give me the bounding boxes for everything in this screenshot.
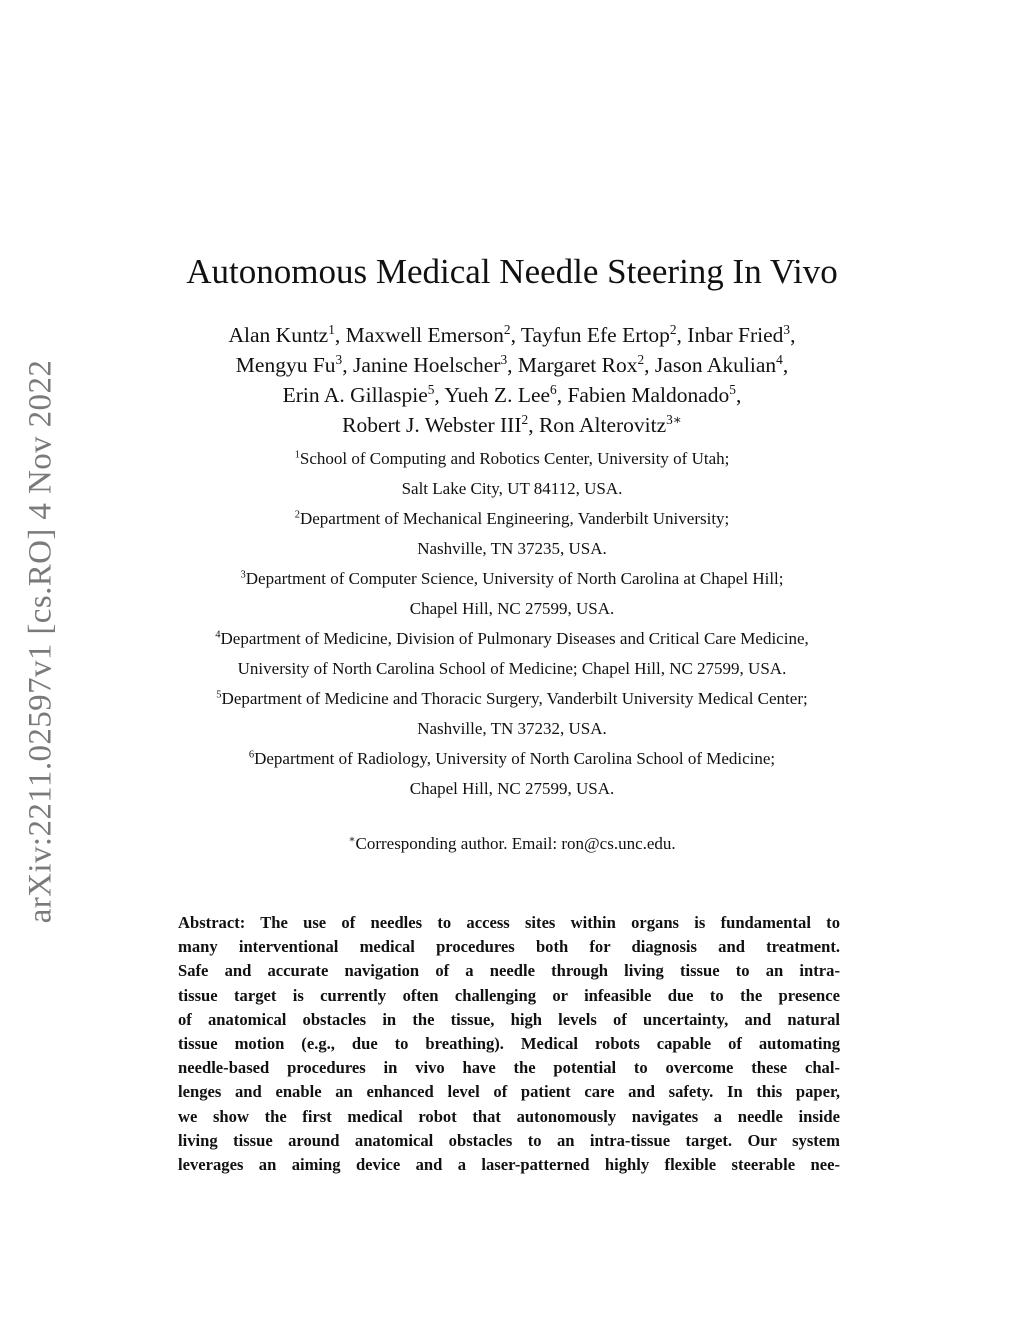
affiliation-number: 2 xyxy=(294,509,300,521)
affiliation-number: 3 xyxy=(240,569,246,581)
author-name: , Fabien Maldonado xyxy=(556,383,730,407)
affiliation-text: Nashville, TN 37232, USA. xyxy=(417,719,607,738)
abstract-line: of anatomical obstacles in the tissue, high levels of uncertainty, and natural xyxy=(178,1009,840,1029)
affiliation-text: Department of Mechanical Engineering, Vanderbilt University; xyxy=(299,509,730,528)
author-list xyxy=(0,320,1024,440)
affiliation-line xyxy=(0,504,1024,534)
author-name: , Maxwell Emerson xyxy=(334,323,504,347)
author-affil-mark: 3∗ xyxy=(666,411,682,427)
affiliation-line xyxy=(0,684,1024,714)
author-name: , Inbar Fried xyxy=(676,323,784,347)
author-affil-mark: 2 xyxy=(669,321,677,337)
author-affil-mark: 5 xyxy=(729,381,736,397)
abstract-line: lenges and enable an enhanced level of patient care and safety. In this paper, xyxy=(178,1082,840,1102)
affiliation-text: Nashville, TN 37235, USA. xyxy=(417,539,607,558)
author-name: Alan Kuntz xyxy=(228,323,329,347)
affiliation-line xyxy=(0,594,1024,624)
affiliation-text: Department of Medicine and Thoracic Surgery, Vanderbilt University Medical Center; xyxy=(221,689,808,708)
affiliation-number: 4 xyxy=(215,629,221,641)
affiliation-text: School of Computing and Robotics Center, University of Utah; xyxy=(299,449,730,468)
affiliation-line xyxy=(0,474,1024,504)
author-affil-mark: 1 xyxy=(328,321,335,337)
abstract-line: tissue motion (e.g., due to breathing). Medical robots capable of automating xyxy=(178,1033,840,1053)
affiliation-line xyxy=(0,564,1024,594)
author-line xyxy=(0,350,1024,380)
arxiv-identifier-text: arXiv:2211.02597v1 [cs.RO] 4 Nov 2022 xyxy=(22,359,59,923)
author-separator: , xyxy=(782,353,789,377)
author-affil-mark: 2 xyxy=(521,411,529,427)
author-name: , Tayfun Efe Ertop xyxy=(510,323,670,347)
abstract-line: tissue target is currently often challenging or infeasible due to the presence xyxy=(178,985,840,1005)
affiliation-text: University of North Carolina School of Medicine; Chapel Hill, NC 27599, USA. xyxy=(237,659,787,678)
author-name: , Margaret Rox xyxy=(507,353,638,377)
author-line xyxy=(0,320,1024,350)
author-affil-mark: 2 xyxy=(637,351,645,367)
affiliation-text: Salt Lake City, UT 84112, USA. xyxy=(401,479,623,498)
abstract-line: needle-based procedures in vivo have the potential to overcome these chal- xyxy=(178,1058,840,1078)
abstract-line: Abstract: The use of needles to access sites within organs is fundamental to xyxy=(178,913,840,932)
affiliation-line xyxy=(0,444,1024,474)
paper-title: Autonomous Medical Needle Steering In Vivo xyxy=(186,252,838,291)
affiliation-line xyxy=(0,534,1024,564)
affiliation-list xyxy=(0,444,1024,804)
author-affil-mark: 3 xyxy=(500,351,508,367)
abstract-line: many interventional medical procedures both for diagnosis and treatment. xyxy=(178,937,840,957)
author-affil-mark: 4 xyxy=(776,351,783,367)
author-separator: , xyxy=(790,323,796,347)
corresponding-author-note xyxy=(0,834,1024,854)
author-affil-mark: 5 xyxy=(427,381,435,397)
affiliation-text: Chapel Hill, NC 27599, USA. xyxy=(409,779,615,798)
abstract-line: leverages an aiming device and a laser-patterned highly flexible steerable nee- xyxy=(178,1154,840,1174)
abstract-line: Safe and accurate navigation of a needle through living tissue to an intra- xyxy=(178,961,840,981)
author-name: Mengyu Fu xyxy=(235,353,336,377)
author-separator: , xyxy=(735,383,742,407)
author-line xyxy=(0,410,1024,440)
affiliation-number: 1 xyxy=(294,449,300,461)
affiliation-number: 6 xyxy=(248,749,255,761)
affiliation-text: Department of Radiology, University of North Carolina School of Medicine; xyxy=(254,749,776,768)
affiliation-line xyxy=(0,744,1024,774)
author-name: , Yueh Z. Lee xyxy=(434,383,551,407)
affiliation-line xyxy=(0,654,1024,684)
author-name: Erin A. Gillaspie xyxy=(282,383,428,407)
author-affil-mark: 3 xyxy=(783,321,791,337)
author-affil-mark: 2 xyxy=(503,321,511,337)
affiliation-text: Department of Computer Science, University of North Carolina at Chapel Hill; xyxy=(245,569,784,588)
author-name: Robert J. Webster III xyxy=(342,413,522,437)
author-name: , Ron Alterovitz xyxy=(528,413,667,437)
author-line xyxy=(0,380,1024,410)
abstract-line: we show the first medical robot that autonomously navigates a needle inside xyxy=(178,1106,840,1126)
abstract-line: living tissue around anatomical obstacles to an intra-tissue target. Our system xyxy=(178,1130,840,1150)
affiliation-text: Chapel Hill, NC 27599, USA. xyxy=(409,599,615,618)
abstract xyxy=(178,911,840,1177)
author-name: , Jason Akulian xyxy=(644,353,777,377)
author-affil-mark: 3 xyxy=(335,351,343,367)
corresponding-text: Corresponding author. Email: ron@cs.unc.edu. xyxy=(355,834,676,853)
affiliation-line xyxy=(0,774,1024,804)
affiliation-line xyxy=(0,714,1024,744)
author-affil-mark: 6 xyxy=(550,381,557,397)
author-name: , Janine Hoelscher xyxy=(342,353,501,377)
affiliation-line xyxy=(0,624,1024,654)
affiliation-number: 5 xyxy=(216,689,222,701)
affiliation-text: Department of Medicine, Division of Pulmonary Diseases and Critical Care Medicine, xyxy=(220,629,809,648)
corresponding-mark: ∗ xyxy=(348,834,356,846)
